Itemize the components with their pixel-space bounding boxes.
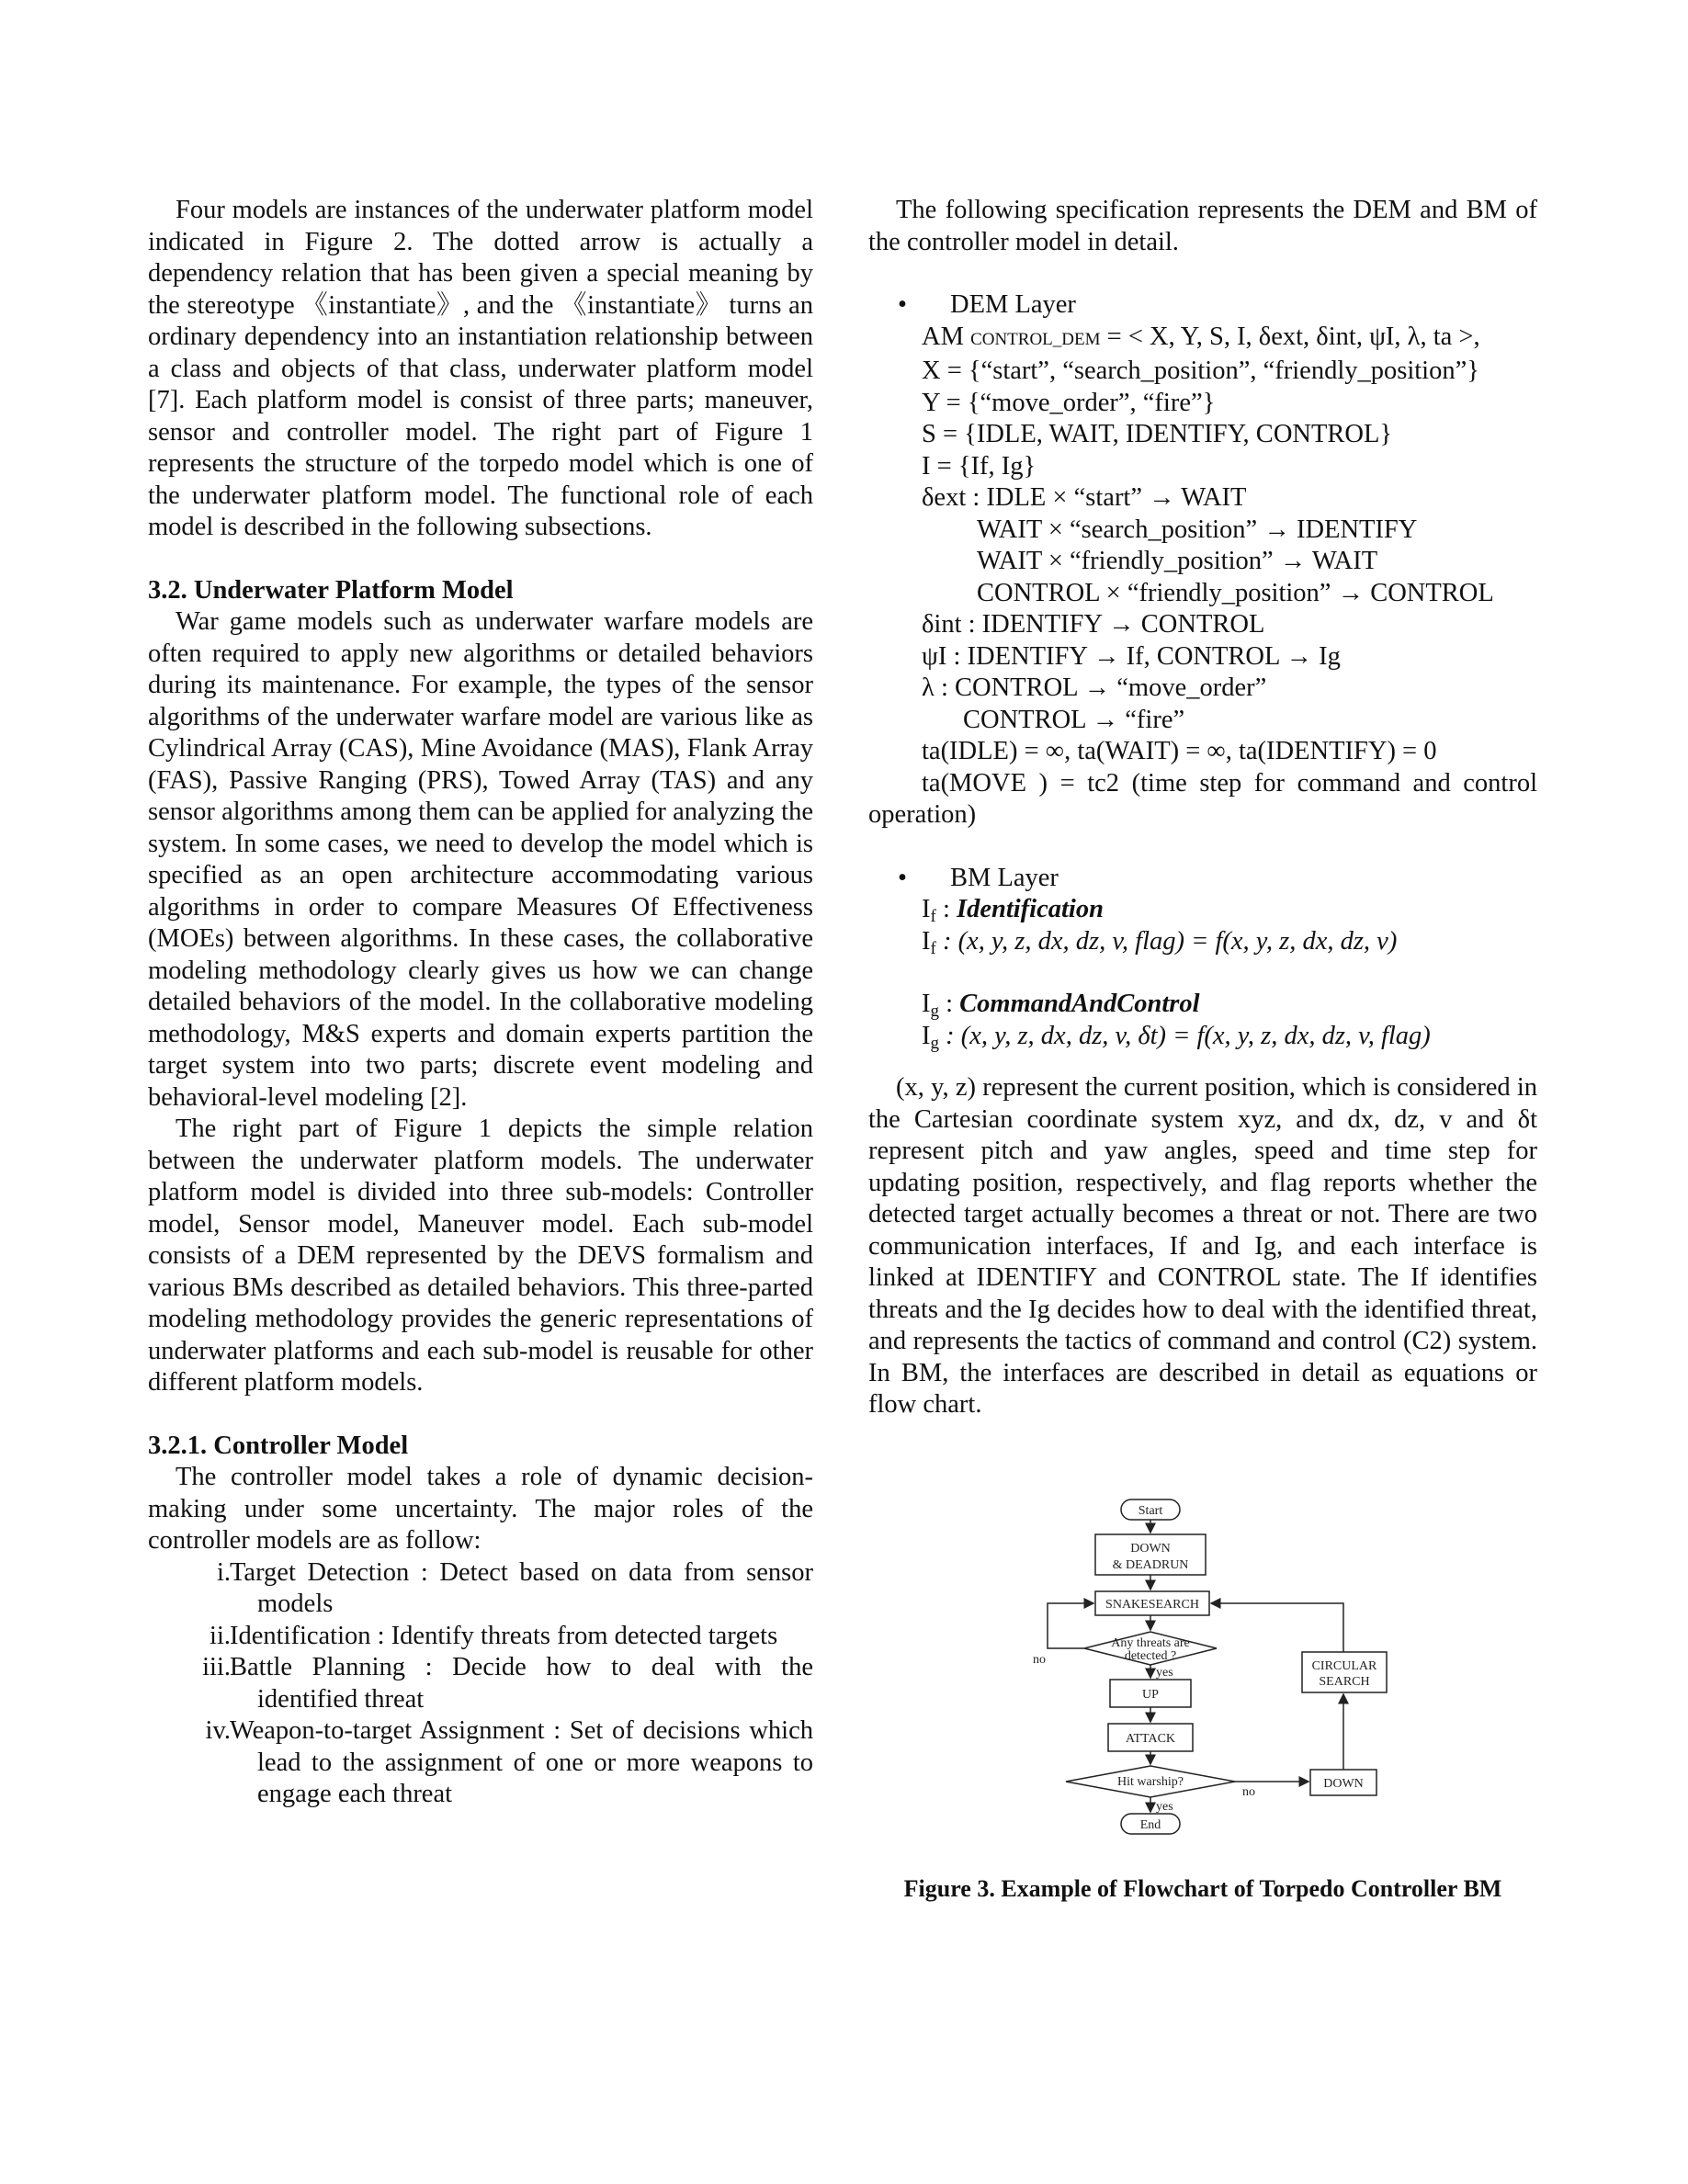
s-definition: S = {IDLE, WAIT, IDENTIFY, CONTROL}: [922, 420, 1393, 448]
ta-definition-2: ta(MOVE ) = tc2 (time step for command and control operation): [868, 768, 1537, 829]
hit-label: Hit warship?: [1117, 1775, 1184, 1789]
list-text: Weapon-to-target Assignment : Set of decisions which lead to the assignment of one or more weapons to engage each threat: [230, 1716, 813, 1808]
end-label: End: [1139, 1818, 1161, 1832]
i-definition: I = {If, Ig}: [922, 451, 1037, 481]
down-deadrun-label-1: DOWN: [1130, 1542, 1171, 1556]
am-definition: [922, 322, 1537, 356]
delta-int-rule: : IDENTIFY → CONTROL: [968, 610, 1265, 639]
psi-rule: : IDENTIFY → If, CONTROL → Ig: [953, 641, 1341, 671]
right-column: [868, 195, 1537, 1421]
delta-ext-label: δext: [922, 483, 967, 512]
paragraph-instances: Four models are instances of the underwater platform model indicated in Figure 2. The dotted arrow is actually a dependency relation that has been given a special meaning by the stereotype 《instantiate》, and the 《instantiate》 turns an ordinary dependency into an instantiation relationship between a class and objects of that class, underwater platform model [7]. Each platform model is consist of three parts; maneuver, sensor and controller model. The right part of Figure 1 represents the structure of the torpedo model which is one of the underwater platform model. The functional role of each model is described in the following subsections.: [148, 196, 813, 541]
list-item: [148, 1715, 813, 1811]
bullet-dot: •: [898, 290, 907, 319]
up-label: UP: [1142, 1688, 1159, 1702]
list-text: Target Detection : Detect based on data from sensor models: [230, 1557, 813, 1618]
list-number: ii.: [210, 1621, 231, 1650]
list-item: [148, 1652, 813, 1715]
list-text: Identification : Identify threats from detected targets: [230, 1621, 778, 1650]
snakesearch-label: SNAKESEARCH: [1105, 1598, 1199, 1612]
dem-layer-title: DEM Layer: [950, 290, 1076, 319]
left-column: [148, 195, 813, 1811]
list-number: iii.: [202, 1653, 231, 1681]
psi-label: ψI: [922, 641, 947, 671]
paragraph-position: (x, y, z) represent the current position, which is considered in the Cartesian coordinate system xyz, and dx, dz, v and δt represent pitch and yaw angles, speed and time step for updating position, respectively, and flag reports whether the detected target actually becomes a threat or not. There are two communication interfaces, If and Ig, and each interface is linked at IDENTIFY and CONTROL state. The If identifies threats and the Ig decides how to deal with the identified threat, and represents the tactics of command and control (C2) system. In BM, the interfaces are described in detail as equations or flow chart.: [868, 1073, 1537, 1419]
delta-ext-rule-1: : IDLE × “start” → WAIT: [972, 483, 1247, 512]
no-label-threats: no: [1033, 1653, 1046, 1667]
roles-list: [148, 1557, 813, 1811]
ta-definition-1: ta(IDLE) = ∞, ta(WAIT) = ∞, ta(IDENTIFY) = 0: [922, 737, 1437, 765]
delta-ext-rule-3: WAIT × “friendly_position” → WAIT: [977, 547, 1378, 575]
no-label-hit: no: [1242, 1785, 1255, 1799]
psi-definition: [868, 641, 1537, 673]
list-item: [148, 1557, 813, 1621]
if-heading: $I_f$ : Identification: [922, 895, 1104, 926]
paragraph-right-part: The right part of Figure 1 depicts the simple relation between the underwater platform models. The underwater platform model is divided into three sub-models: Controller model, Sensor model, Maneuver model. Each sub-model consists of a DEM represented by the DEVS formalism and various BMs described as detailed behaviors. This three-parted modeling methodology provides the generic representations of underwater platforms and each sub-model is reusable for other different platform models.: [148, 1115, 813, 1397]
ig-heading: $I_g$ : CommandAndControl: [922, 990, 1200, 1021]
lambda-rule-2: CONTROL → “fire”: [963, 705, 1185, 734]
down-deadrun-label-2: & DEADRUN: [1112, 1558, 1189, 1572]
y-definition: Y = {“move_order”, “fire”}: [922, 388, 1216, 417]
down-label: DOWN: [1323, 1777, 1364, 1791]
ig-equation-text: : (x, y, z, dx, dz, v, δt) = f(x, y, z, dx, dz, v, flag): [946, 1021, 1431, 1050]
circular-label-1: CIRCULAR: [1311, 1659, 1377, 1673]
lambda-rule-1: λ : CONTROL → “move_order”: [922, 673, 1267, 702]
start-label: Start: [1138, 1504, 1163, 1518]
am-subscript: CONTROL_DEM: [970, 329, 1101, 349]
torpedo-flowchart: [1029, 1498, 1397, 1884]
list-text: Battle Planning : Decide how to deal with the identified threat: [230, 1653, 813, 1714]
if-name: Identification: [957, 895, 1104, 923]
circular-label-2: SEARCH: [1319, 1675, 1370, 1689]
delta-int-definition: [868, 609, 1537, 641]
if-equation: $I_f$ : (x, y, z, dx, dz, v, flag) = f(x, y, z, dx, dz, v): [922, 926, 1398, 958]
yes-label-threats: yes: [1156, 1666, 1173, 1680]
delta-int-label: δint: [922, 610, 962, 639]
list-number: iv.: [205, 1716, 231, 1745]
attack-label: ATTACK: [1125, 1732, 1176, 1746]
paragraph-controller: The controller model takes a role of dynamic decision-making under some uncertainty. The major roles of the controller models are as follow:: [148, 1463, 813, 1555]
delta-ext-rule-2: WAIT × “search_position” → IDENTIFY: [977, 515, 1418, 544]
threats-label-2: detected ?: [1124, 1649, 1177, 1663]
list-number: i.: [216, 1557, 231, 1587]
figure-caption: Figure 3. Example of Flowchart of Torpedo Controller BM: [903, 1875, 1502, 1902]
paragraph-spec-intro: The following specification represents the DEM and BM of the controller model in detail.: [868, 196, 1537, 256]
am-rest: = < X, Y, S, I, δext, δint, ψI, λ, ta >,: [1106, 322, 1480, 351]
ig-equation: $I_g$ : (x, y, z, dx, dz, v, δt) = f(x, y, z, dx, dz, v, flag): [922, 1021, 1431, 1053]
bullet-dot: •: [898, 863, 907, 892]
am-prefix: AM: [922, 322, 964, 351]
bm-layer-title: BM Layer: [950, 863, 1059, 892]
list-item: [148, 1621, 813, 1653]
dem-layer-bullet: [868, 289, 1537, 322]
paragraph-war-game: War game models such as underwater warfare models are often required to apply new algorithms or detailed behaviors during its maintenance. For example, the types of the sensor algorithms of the underwater warfare model are various like as Cylindrical Array (CAS), Mine Avoidance (MAS), Flank Array (FAS), Passive Ranging (PRS), Towed Array (TAS) and any sensor algorithms among them can be applied for analyzing the system. In some cases, we need to develop the model which is specified as an open architecture accommodating various algorithms in order to compare Measures Of Effectiveness (MOEs) between algorithms. In these cases, the collaborative modeling methodology clearly gives us how we can change detailed behaviors of the model. In the collaborative modeling methodology, M&S experts and domain experts partition the target system into two parts; discrete event modeling and behavioral-level modeling [2].: [148, 607, 813, 1112]
bm-layer-bullet: [868, 863, 1537, 895]
section-heading-3-2: 3.2. Underwater Platform Model: [148, 575, 514, 605]
delta-ext-rule-4: CONTROL × “friendly_position” → CONTROL: [977, 578, 1494, 607]
section-heading-3-2-1: 3.2.1. Controller Model: [148, 1431, 409, 1460]
if-equation-text: : (x, y, z, dx, dz, v, flag) = f(x, y, z, dx, dz, v): [942, 926, 1398, 956]
ig-name: CommandAndControl: [959, 990, 1200, 1018]
delta-ext-definition: [922, 482, 1537, 515]
dem-spec: [868, 322, 1537, 515]
threats-label-1: Any threats are: [1111, 1636, 1190, 1650]
x-definition: X = {“start”, “search_position”, “friendly_position”}: [922, 356, 1479, 385]
yes-label-hit: yes: [1156, 1800, 1173, 1814]
